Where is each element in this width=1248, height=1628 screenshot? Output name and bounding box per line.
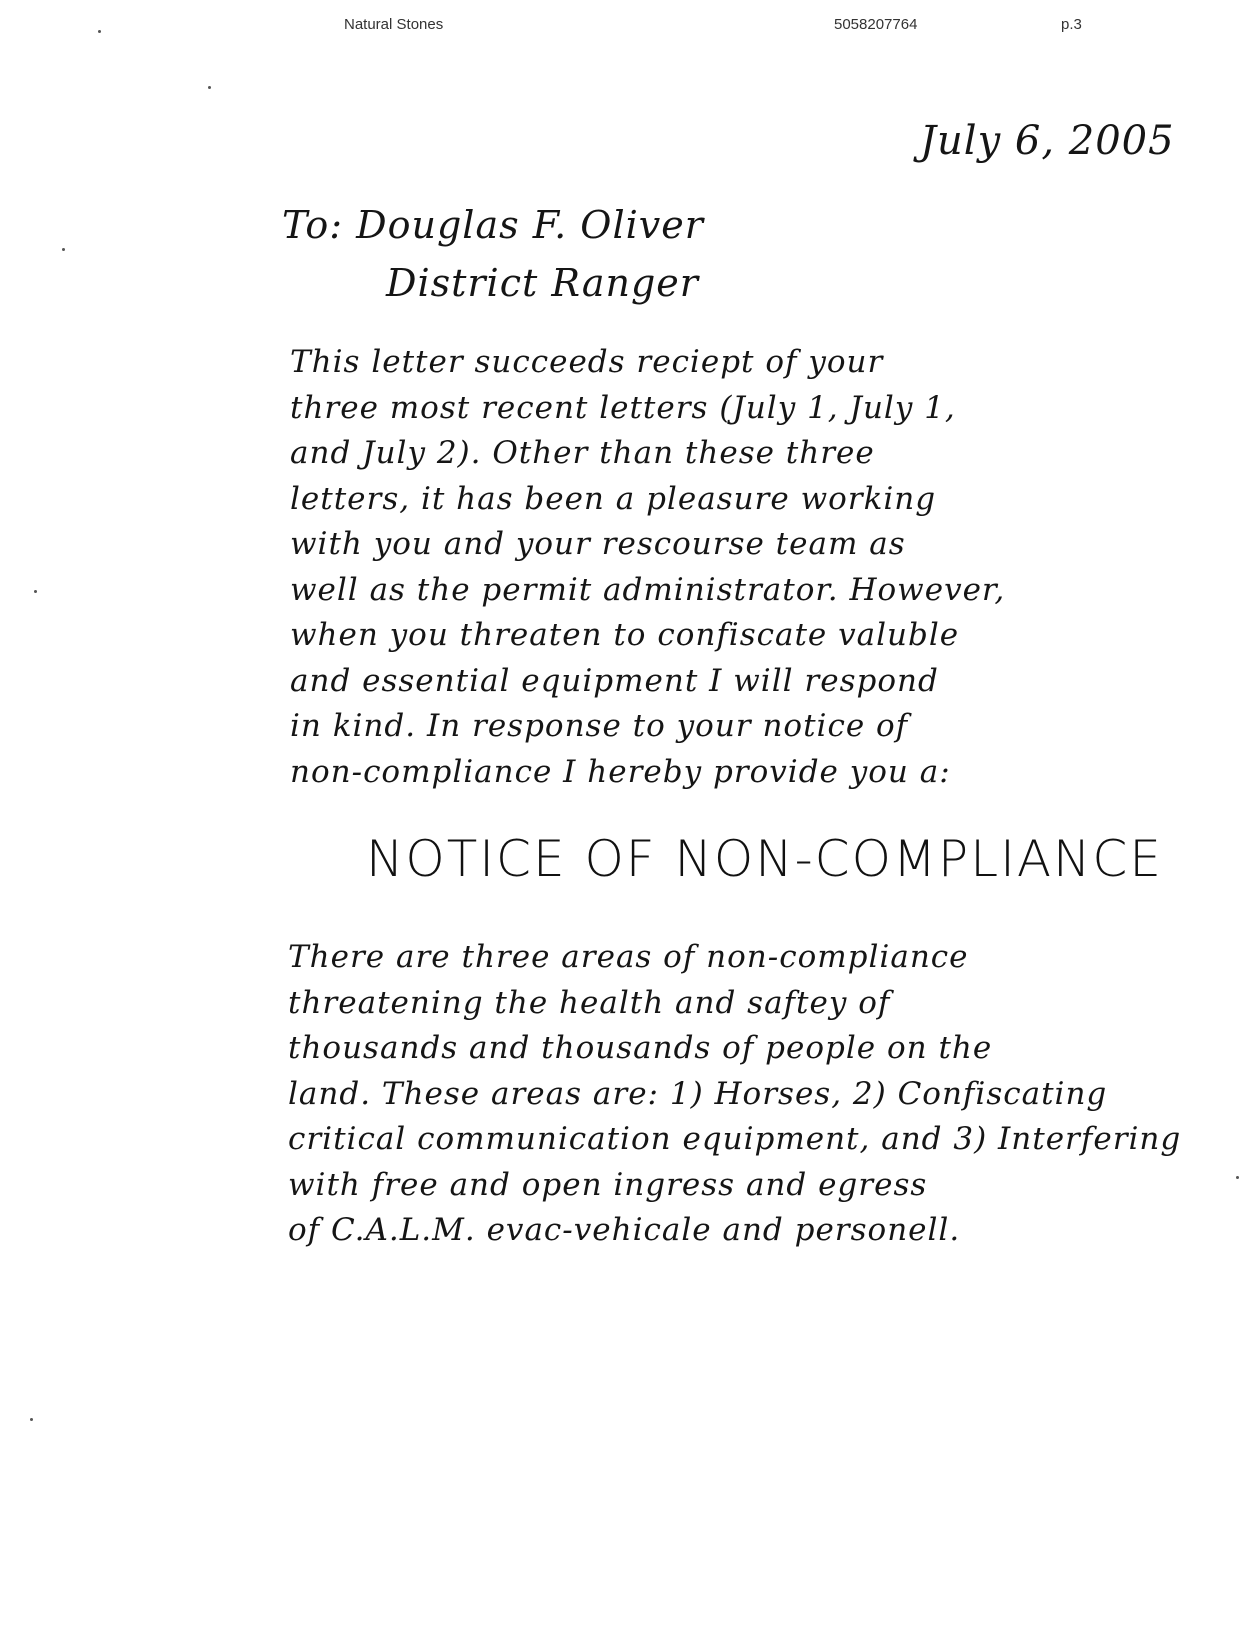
fax-page-number: p.3 [1061,16,1082,33]
paragraph-line: non-compliance I hereby provide you a: [290,753,951,790]
letter-paragraph-2 [288,935,1181,1254]
addressee-title: District Ranger [386,261,699,305]
paragraph-line: threatening the health and saftey of [288,984,891,1021]
paragraph-line: of C.A.L.M. evac-vehicale and personell. [288,1212,961,1248]
paragraph-line: letters, it has been a pleasure working [290,480,937,517]
paragraph-line: This letter succeeds reciept of your [290,344,884,380]
paragraph-line: when you threaten to confiscate valuble [290,617,960,653]
addressee [282,196,704,312]
fax-sender: Natural Stones [344,16,444,33]
paragraph-line: and essential equipment I will respond [290,662,939,699]
paragraph-line: and July 2). Other than these three [290,435,875,471]
paragraph-line: thousands and thousands of people on the [288,1030,993,1066]
fax-header [0,16,1248,40]
fax-number: 5058207764 [834,16,918,33]
paragraph-line: critical communication equipment, and 3) Interfering [288,1121,1182,1157]
paragraph-line: with you and your rescourse team as [290,526,906,562]
scan-speck [208,86,211,89]
addressee-name: To: Douglas F. Oliver [282,203,704,247]
paragraph-line: land. These areas are: 1) Horses, 2) Confiscating [288,1075,1108,1112]
scan-speck [98,30,101,33]
paragraph-line: with free and open ingress and egress [288,1166,928,1203]
paragraph-line: three most recent letters (July 1, July 1, [290,389,956,426]
letter-paragraph-1 [290,340,1005,795]
notice-heading: NOTICE OF NON-COMPLIANCE [366,830,1163,888]
scan-speck [1236,1176,1239,1179]
paragraph-line: well as the permit administrator. However, [290,571,1006,608]
paragraph-line: in kind. In response to your notice of [290,708,909,744]
scan-speck [62,248,65,251]
paragraph-line: There are three areas of non-compliance [288,939,969,975]
letter-date: July 6, 2005 [920,118,1175,164]
scan-speck [34,590,37,593]
scan-speck [30,1418,33,1421]
